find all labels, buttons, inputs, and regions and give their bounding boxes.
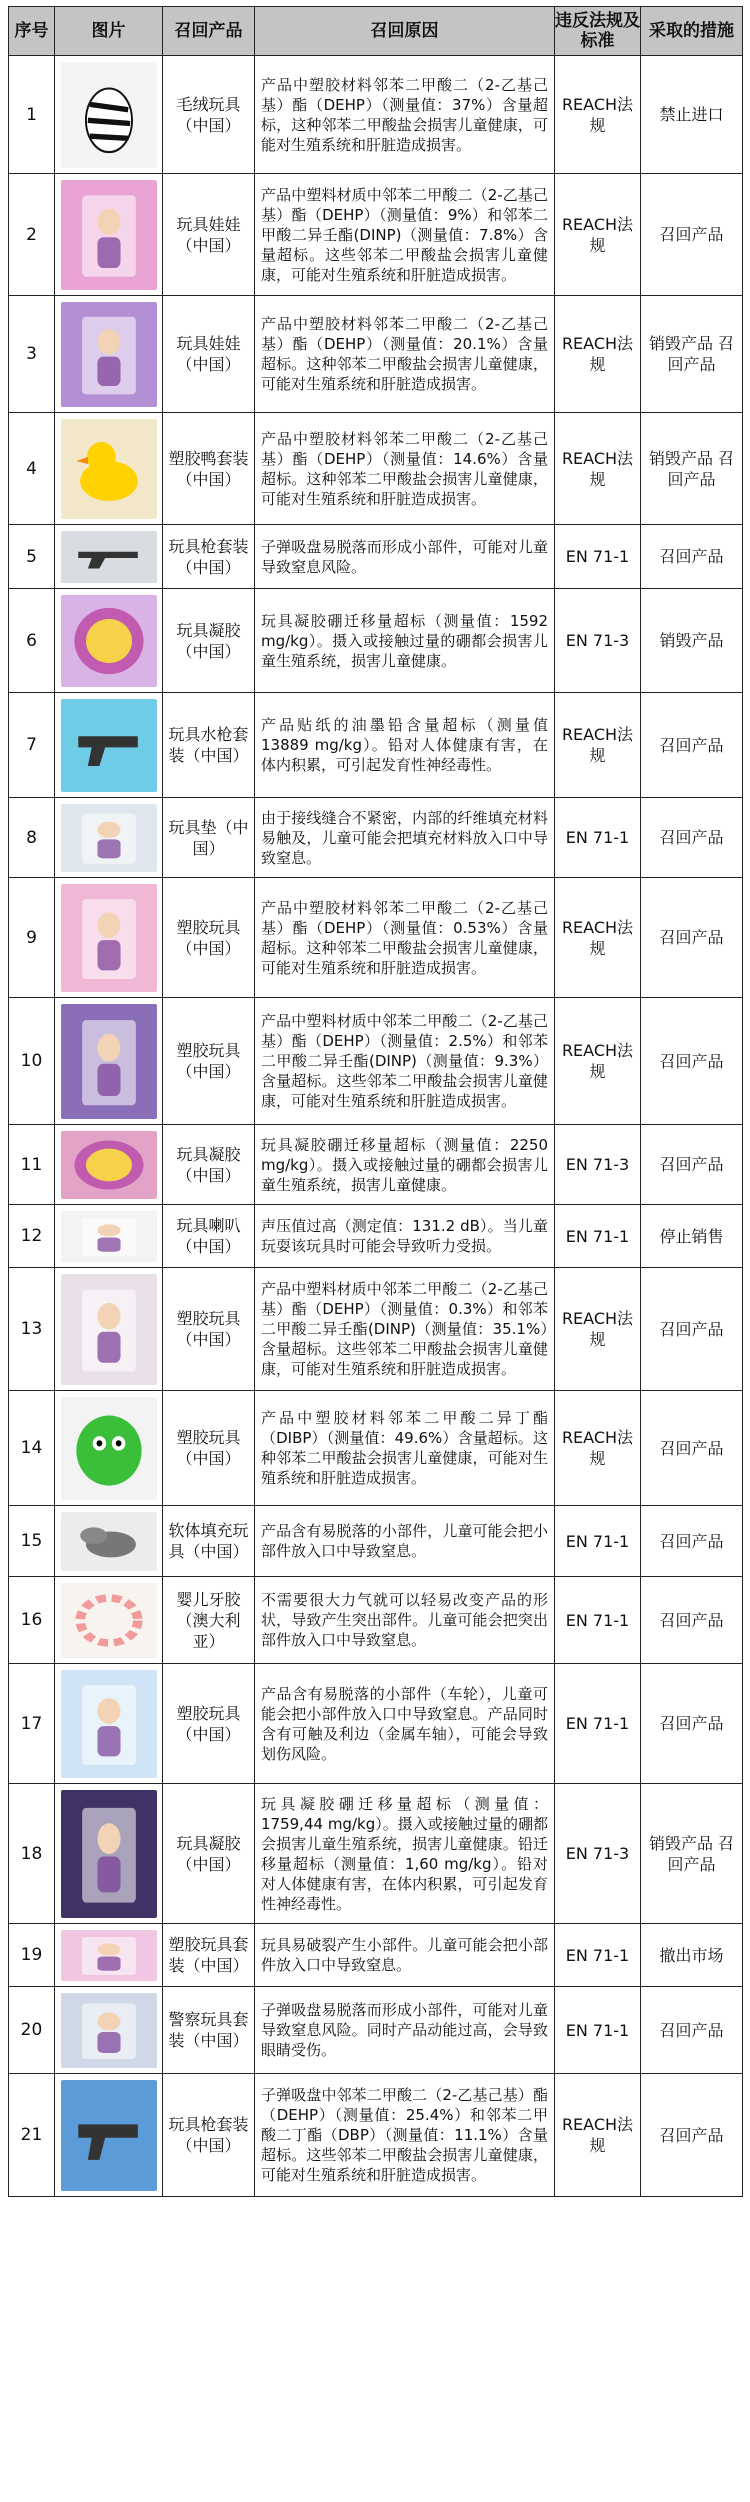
header-no: 序号: [9, 7, 55, 56]
measure-taken: 召回产品: [641, 798, 743, 878]
violated-regulation: REACH法规: [555, 878, 641, 998]
measure-taken: 召回产品: [641, 1506, 743, 1577]
product-picture: [55, 1664, 163, 1784]
recalled-product: 玩具娃娃（中国）: [163, 296, 255, 413]
table-row: [9, 1506, 743, 1577]
table-row: [9, 1987, 743, 2074]
recall-reason: 声压值过高（测定值：131.2 dB）。当儿童玩耍该玩具时可能会导致听力受损。: [255, 1205, 555, 1268]
violated-regulation: REACH法规: [555, 413, 641, 525]
product-picture: [55, 56, 163, 174]
product-image-car-set: [61, 1670, 157, 1778]
row-number: 17: [9, 1664, 55, 1784]
recall-reason: 产品中塑胶材料邻苯二甲酸二（2-乙基己基）酯（DEHP）（测量值：14.6%）含量超标。这种邻苯二甲酸盐会损害儿童健康，可能对生殖系统和肝脏造成损害。: [255, 413, 555, 525]
product-picture: [55, 525, 163, 589]
table-row: [9, 413, 743, 525]
row-number: 4: [9, 413, 55, 525]
table-row: [9, 589, 743, 693]
violated-regulation: REACH法规: [555, 693, 641, 798]
recall-reason: 产品中塑胶材料邻苯二甲酸二（2-乙基己基）酯（DEHP）（测量值：0.53%）含量超标。这种邻苯二甲酸盐会损害儿童健康，可能对生殖系统和肝脏造成损害。: [255, 878, 555, 998]
measure-taken: 召回产品: [641, 1268, 743, 1391]
product-image-doll-dark: [61, 1004, 157, 1119]
table-row: [9, 174, 743, 296]
violated-regulation: EN 71-1: [555, 798, 641, 878]
violated-regulation: REACH法规: [555, 2074, 641, 2197]
product-image-slime-round: [61, 1131, 157, 1199]
product-picture: [55, 1784, 163, 1924]
table-row: [9, 798, 743, 878]
measure-taken: 召回产品: [641, 693, 743, 798]
product-image-zebra-plush: [61, 62, 157, 168]
violated-regulation: REACH法规: [555, 296, 641, 413]
row-number: 9: [9, 878, 55, 998]
measure-taken: 销毁产品 召回产品: [641, 296, 743, 413]
product-picture: [55, 1924, 163, 1987]
measure-taken: 召回产品: [641, 2074, 743, 2197]
product-picture: [55, 413, 163, 525]
recall-reason: 产品含有易脱落的小部件（车轮），儿童可能会把小部件放入口中导致窒息。产品同时含有可触及利边（金属车轴），可能会导致划伤风险。: [255, 1664, 555, 1784]
product-picture: [55, 1268, 163, 1391]
recall-reason: 产品贴纸的油墨铅含量超标（测量值13889 mg/kg）。铅对人体健康有害，在体内积累，可引起发育性神经毒性。: [255, 693, 555, 798]
row-number: 12: [9, 1205, 55, 1268]
measure-taken: 召回产品: [641, 998, 743, 1125]
table-row: [9, 1391, 743, 1506]
product-picture: [55, 798, 163, 878]
row-number: 21: [9, 2074, 55, 2197]
recall-reason: 玩具易破裂产生小部件。儿童可能会把小部件放入口中导致窒息。: [255, 1924, 555, 1987]
measure-taken: 销毁产品 召回产品: [641, 1784, 743, 1924]
product-image-play-mat: [61, 804, 157, 872]
recalled-product: 塑胶玩具（中国）: [163, 878, 255, 998]
recall-reason: 产品中塑胶材料邻苯二甲酸二（2-乙基己基）酯（DEHP）（测量值：20.1%）含量超标。这种邻苯二甲酸盐会损害儿童健康，可能对生殖系统和肝脏造成损害。: [255, 296, 555, 413]
product-picture: [55, 1506, 163, 1577]
recalled-product: 玩具水枪套装（中国）: [163, 693, 255, 798]
recall-table-sheet: [8, 6, 742, 2197]
product-image-green-ball: [61, 1397, 157, 1500]
recalled-product: 软体填充玩具（中国）: [163, 1506, 255, 1577]
product-image-horn-card: [61, 1211, 157, 1262]
product-picture: [55, 1987, 163, 2074]
product-image-police-set: [61, 1993, 157, 2068]
product-image-doll-box-pink: [61, 180, 157, 290]
table-row: [9, 1205, 743, 1268]
measure-taken: 召回产品: [641, 174, 743, 296]
recall-reason: 由于接线缝合不紧密，内部的纤维填充材料易触及，儿童可能会把填充材料放入口中导致窒息。: [255, 798, 555, 878]
product-image-gun-pack: [61, 2080, 157, 2191]
measure-taken: 召回产品: [641, 1577, 743, 1664]
violated-regulation: REACH法规: [555, 1268, 641, 1391]
violated-regulation: REACH法规: [555, 1391, 641, 1506]
recalled-product: 玩具垫（中国）: [163, 798, 255, 878]
product-picture: [55, 2074, 163, 2197]
measure-taken: 召回产品: [641, 1664, 743, 1784]
recall-reason: 玩具凝胶硼迁移量超标（测量值：1759,44 mg/kg）。摄入或接触过量的硼都会损害儿童生殖系统，损害儿童健康。铅迁移量超标（测量值：1,60 mg/kg）。铅对对人体健康有害，在体内积累，可引起发育性神经毒性。: [255, 1784, 555, 1924]
header-regulation: 违反法规及标准: [555, 7, 641, 56]
table-row: [9, 1664, 743, 1784]
row-number: 2: [9, 174, 55, 296]
table-row: [9, 2074, 743, 2197]
row-number: 14: [9, 1391, 55, 1506]
product-image-teether-ring: [61, 1583, 157, 1658]
violated-regulation: EN 71-3: [555, 1125, 641, 1205]
product-picture: [55, 998, 163, 1125]
row-number: 15: [9, 1506, 55, 1577]
product-picture: [55, 1577, 163, 1664]
recall-table: [8, 6, 743, 2197]
product-picture: [55, 296, 163, 413]
recall-reason: 产品中塑料材质中邻苯二甲酸二（2-乙基己基）酯（DEHP）（测量值：9%）和邻苯二甲酸二异壬酯(DINP)（测量值：7.8%）含量超标。这些邻苯二甲酸盐会损害儿童健康，可能对生殖系统和肝脏造成损害。: [255, 174, 555, 296]
recalled-product: 警察玩具套装（中国）: [163, 1987, 255, 2074]
violated-regulation: REACH法规: [555, 56, 641, 174]
row-number: 7: [9, 693, 55, 798]
product-picture: [55, 878, 163, 998]
product-image-doll-box-purple: [61, 302, 157, 407]
table-row: [9, 998, 743, 1125]
recalled-product: 玩具凝胶（中国）: [163, 1125, 255, 1205]
recalled-product: 塑胶玩具（中国）: [163, 1391, 255, 1506]
table-row: [9, 296, 743, 413]
measure-taken: 召回产品: [641, 1125, 743, 1205]
table-row: [9, 1784, 743, 1924]
recalled-product: 毛绒玩具（中国）: [163, 56, 255, 174]
product-image-water-gun: [61, 699, 157, 792]
recalled-product: 塑胶玩具（中国）: [163, 998, 255, 1125]
header-product: 召回产品: [163, 7, 255, 56]
row-number: 13: [9, 1268, 55, 1391]
product-picture: [55, 1391, 163, 1506]
row-number: 20: [9, 1987, 55, 2074]
recalled-product: 玩具凝胶（中国）: [163, 1784, 255, 1924]
product-picture: [55, 1125, 163, 1205]
measure-taken: 召回产品: [641, 525, 743, 589]
table-row: [9, 56, 743, 174]
measure-taken: 停止销售: [641, 1205, 743, 1268]
measure-taken: 销毁产品: [641, 589, 743, 693]
table-row: [9, 1125, 743, 1205]
row-number: 18: [9, 1784, 55, 1924]
row-number: 5: [9, 525, 55, 589]
violated-regulation: EN 71-1: [555, 525, 641, 589]
violated-regulation: EN 71-1: [555, 1924, 641, 1987]
product-image-plush-elephant: [61, 1512, 157, 1571]
recalled-product: 玩具枪套装（中国）: [163, 525, 255, 589]
product-image-pony-box: [61, 884, 157, 992]
table-row: [9, 1268, 743, 1391]
measure-taken: 销毁产品 召回产品: [641, 413, 743, 525]
product-image-slime-dark: [61, 1790, 157, 1918]
recalled-product: 玩具枪套装（中国）: [163, 2074, 255, 2197]
row-number: 1: [9, 56, 55, 174]
product-picture: [55, 174, 163, 296]
header-reason: 召回原因: [255, 7, 555, 56]
row-number: 3: [9, 296, 55, 413]
product-image-toy-gun: [61, 531, 157, 583]
row-number: 6: [9, 589, 55, 693]
table-row: [9, 878, 743, 998]
header-picture: 图片: [55, 7, 163, 56]
product-picture: [55, 693, 163, 798]
table-row: [9, 1924, 743, 1987]
recalled-product: 塑胶玩具套装（中国）: [163, 1924, 255, 1987]
violated-regulation: REACH法规: [555, 174, 641, 296]
violated-regulation: REACH法规: [555, 998, 641, 1125]
row-number: 10: [9, 998, 55, 1125]
recall-reason: 子弹吸盘中邻苯二甲酸二（2-乙基己基）酯（DEHP）（测量值：25.4%）和邻苯二甲酸二丁酯（DBP）（测量值：11.1%）含量超标。这些邻苯二甲酸盐会损害儿童健康，可能对生殖系统和肝脏造成损害。: [255, 2074, 555, 2197]
measure-taken: 禁止进口: [641, 56, 743, 174]
measure-taken: 召回产品: [641, 1987, 743, 2074]
product-picture: [55, 1205, 163, 1268]
violated-regulation: EN 71-1: [555, 1577, 641, 1664]
recall-reason: 产品中塑料材质中邻苯二甲酸二（2-乙基己基）酯（DEHP）（测量值：2.5%）和邻苯二甲酸二异壬酯(DINP)（测量值：9.3%）含量超标。这些邻苯二甲酸盐会损害儿童健康，可能对生殖系统和肝脏造成损害。: [255, 998, 555, 1125]
table-row: [9, 525, 743, 589]
recalled-product: 玩具娃娃（中国）: [163, 174, 255, 296]
violated-regulation: EN 71-1: [555, 1506, 641, 1577]
recalled-product: 塑胶玩具（中国）: [163, 1268, 255, 1391]
row-number: 11: [9, 1125, 55, 1205]
row-number: 8: [9, 798, 55, 878]
recall-reason: 玩具凝胶硼迁移量超标（测量值：1592 mg/kg）。摄入或接触过量的硼都会损害儿童生殖系统，损害儿童健康。: [255, 589, 555, 693]
violated-regulation: EN 71-3: [555, 1784, 641, 1924]
header-row: [9, 7, 743, 56]
recalled-product: 玩具凝胶（中国）: [163, 589, 255, 693]
table-row: [9, 1577, 743, 1664]
violated-regulation: EN 71-3: [555, 589, 641, 693]
recalled-product: 婴儿牙胶（澳大利亚）: [163, 1577, 255, 1664]
recall-reason: 玩具凝胶硼迁移量超标（测量值：2250 mg/kg）。摄入或接触过量的硼都会损害儿童生殖系统，损害儿童健康。: [255, 1125, 555, 1205]
recall-reason: 子弹吸盘易脱落而形成小部件，可能对儿童导致窒息风险。同时产品动能过高，会导致眼睛受伤。: [255, 1987, 555, 2074]
row-number: 19: [9, 1924, 55, 1987]
recall-table-body: [9, 56, 743, 2197]
recalled-product: 塑胶玩具（中国）: [163, 1664, 255, 1784]
measure-taken: 撤出市场: [641, 1924, 743, 1987]
recalled-product: 塑胶鸭套装（中国）: [163, 413, 255, 525]
measure-taken: 召回产品: [641, 1391, 743, 1506]
recall-reason: 不需要很大力气就可以轻易改变产品的形状，导致产生突出部件。儿童可能会把突出部件放入口中导致窒息。: [255, 1577, 555, 1664]
measure-taken: 召回产品: [641, 878, 743, 998]
product-image-rubber-duck: [61, 419, 157, 519]
recall-reason: 产品中塑胶材料邻苯二甲酸二（2-乙基己基）酯（DEHP）（测量值：37%）含量超标，这种邻苯二甲酸盐会损害儿童健康，可能对生殖系统和肝脏造成损害。: [255, 56, 555, 174]
table-row: [9, 693, 743, 798]
recall-reason: 产品中塑胶材料邻苯二甲酸二异丁酯（DIBP）（测量值：49.6%）含量超标。这种邻苯二甲酸盐会损害儿童健康，可能对生殖系统和肝脏造成损害。: [255, 1391, 555, 1506]
product-picture: [55, 589, 163, 693]
product-image-slime-tub: [61, 595, 157, 687]
violated-regulation: EN 71-1: [555, 1205, 641, 1268]
recall-reason: 子弹吸盘易脱落而形成小部件，可能对儿童导致窒息风险。: [255, 525, 555, 589]
recalled-product: 玩具喇叭（中国）: [163, 1205, 255, 1268]
product-image-doll-dress: [61, 1274, 157, 1385]
recall-reason: 产品中塑料材质中邻苯二甲酸二（2-乙基己基）酯（DEHP）（测量值：0.3%）和邻苯二甲酸二异壬酯(DINP)（测量值：35.1%）含量超标。这些邻苯二甲酸盐会损害儿童健康，可能对生殖系统和肝脏造成损害。: [255, 1268, 555, 1391]
violated-regulation: EN 71-1: [555, 1664, 641, 1784]
violated-regulation: EN 71-1: [555, 1987, 641, 2074]
header-measure: 采取的措施: [641, 7, 743, 56]
row-number: 16: [9, 1577, 55, 1664]
recall-reason: 产品含有易脱落的小部件，儿童可能会把小部件放入口中导致窒息。: [255, 1506, 555, 1577]
product-image-pony-set: [61, 1930, 157, 1981]
